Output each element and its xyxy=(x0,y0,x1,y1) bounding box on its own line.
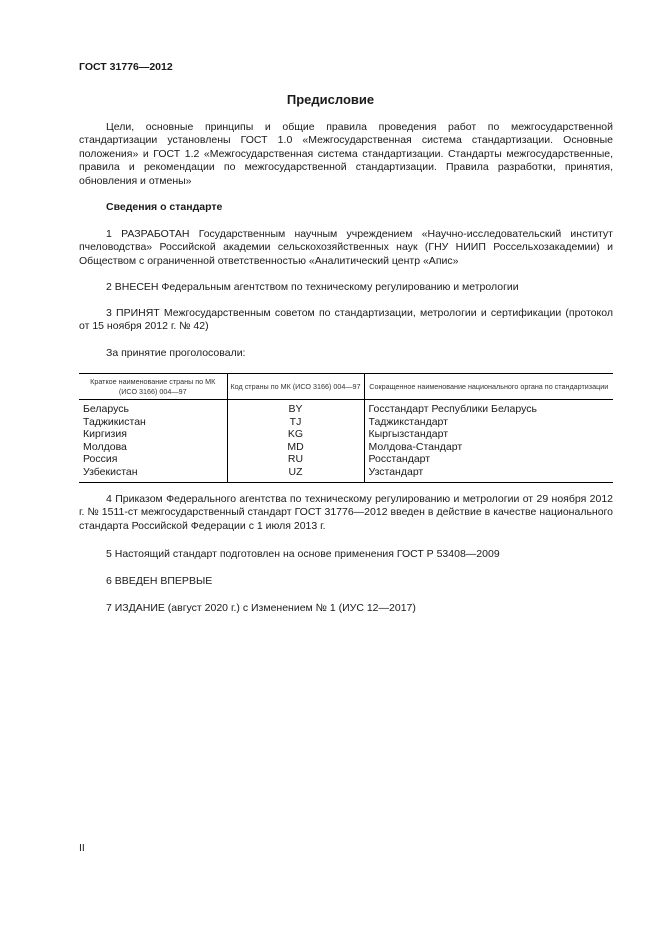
country-code-cell: UZ xyxy=(227,466,364,482)
country-code-cell: RU xyxy=(227,453,364,466)
vote-table xyxy=(79,373,613,483)
table-row xyxy=(79,428,613,441)
intro-paragraph: Цели, основные принципы и общие правила проведения работ по межгосударственной стандартизации установлены ГОСТ 1.0 «Межгосударственная система стандартизации. Основные положения» и ГОСТ 1.2 «Межгосударственная система стандартизации. Стандарты межгосударственные, правила и рекомендации по межгосударственной стандартизации. Правила разработки, принятия, обновления и отмены» xyxy=(79,121,613,187)
country-name-cell: Молдова xyxy=(83,440,127,453)
table-row xyxy=(79,466,613,482)
document-number: ГОСТ 31776—2012 xyxy=(79,61,173,73)
item-1-paragraph: 1 РАЗРАБОТАН Государственным научным учреждением «Научно-исследовательский институт пчеловодства» Российской академии сельскохозяйственных наук (ГНУ НИИП Россельхозакадемии) и Обществом с ограниченной ответственностью «Аналитический центр «Апис» xyxy=(79,228,613,267)
country-name-cell: Беларусь xyxy=(83,403,129,415)
country-code-cell: KG xyxy=(227,428,364,441)
page-title: Предисловие xyxy=(286,92,375,107)
country-name-cell: Узбекистан xyxy=(79,466,227,482)
vote-table-header-row xyxy=(79,374,613,400)
country-code-column-header: Код страны по МК (ИСО 3166) 004—97 xyxy=(227,374,364,400)
standards-body-cell: Кыргызстандарт xyxy=(364,428,613,441)
country-code-cell: BY xyxy=(227,400,364,416)
table-row xyxy=(79,441,613,454)
item-4-paragraph: 4 Приказом Федерального агентства по техническому регулированию и метрологии от 29 ноября 2012 г. № 1511-ст межгосударственный стандарт ГОСТ 31776—2012 введен в действие в качестве национального стандарта Российской Федерации с 1 июля 2013 г. xyxy=(79,493,613,532)
country-name-cell: Таджикистан xyxy=(83,415,146,428)
item-2-paragraph: 2 ВНЕСЕН Федеральным агентством по техническому регулированию и метрологии xyxy=(106,281,519,293)
item-7-paragraph: 7 ИЗДАНИЕ (август 2020 г.) с Изменением № 1 (ИУС 12—2017) xyxy=(106,602,416,614)
table-row xyxy=(79,416,613,429)
standards-body-column-header: Сокращенное наименование национального органа по стандартизации xyxy=(364,374,613,400)
vote-intro: За принятие проголосовали: xyxy=(106,347,246,359)
table-row xyxy=(79,400,613,416)
standards-body-cell: Молдова-Стандарт xyxy=(364,441,613,454)
country-name-cell: Киргизия xyxy=(83,428,127,441)
table-row xyxy=(79,453,613,466)
page-number: II xyxy=(79,842,85,854)
item-6-paragraph: 6 ВВЕДЕН ВПЕРВЫЕ xyxy=(106,575,213,587)
info-heading: Сведения о стандарте xyxy=(106,201,223,213)
item-5-paragraph: 5 Настоящий стандарт подготовлен на основе применения ГОСТ Р 53408—2009 xyxy=(106,548,500,560)
standards-body-cell: Узстандарт xyxy=(364,466,613,482)
standards-body-cell: Росстандарт xyxy=(364,453,613,466)
country-code-cell: MD xyxy=(227,441,364,454)
country-name-column-header: Краткое наименование страны по МК (ИСО 3166) 004—97 xyxy=(79,374,227,400)
country-code-cell: TJ xyxy=(227,416,364,429)
standards-body-cell: Таджикстандарт xyxy=(364,416,613,429)
standards-body-cell: Госстандарт Республики Беларусь xyxy=(364,400,613,416)
country-name-cell: Россия xyxy=(83,453,118,466)
item-3-paragraph: 3 ПРИНЯТ Межгосударственным советом по стандартизации, метрологии и сертификации (протокол от 15 ноября 2012 г. № 42) xyxy=(79,307,613,333)
